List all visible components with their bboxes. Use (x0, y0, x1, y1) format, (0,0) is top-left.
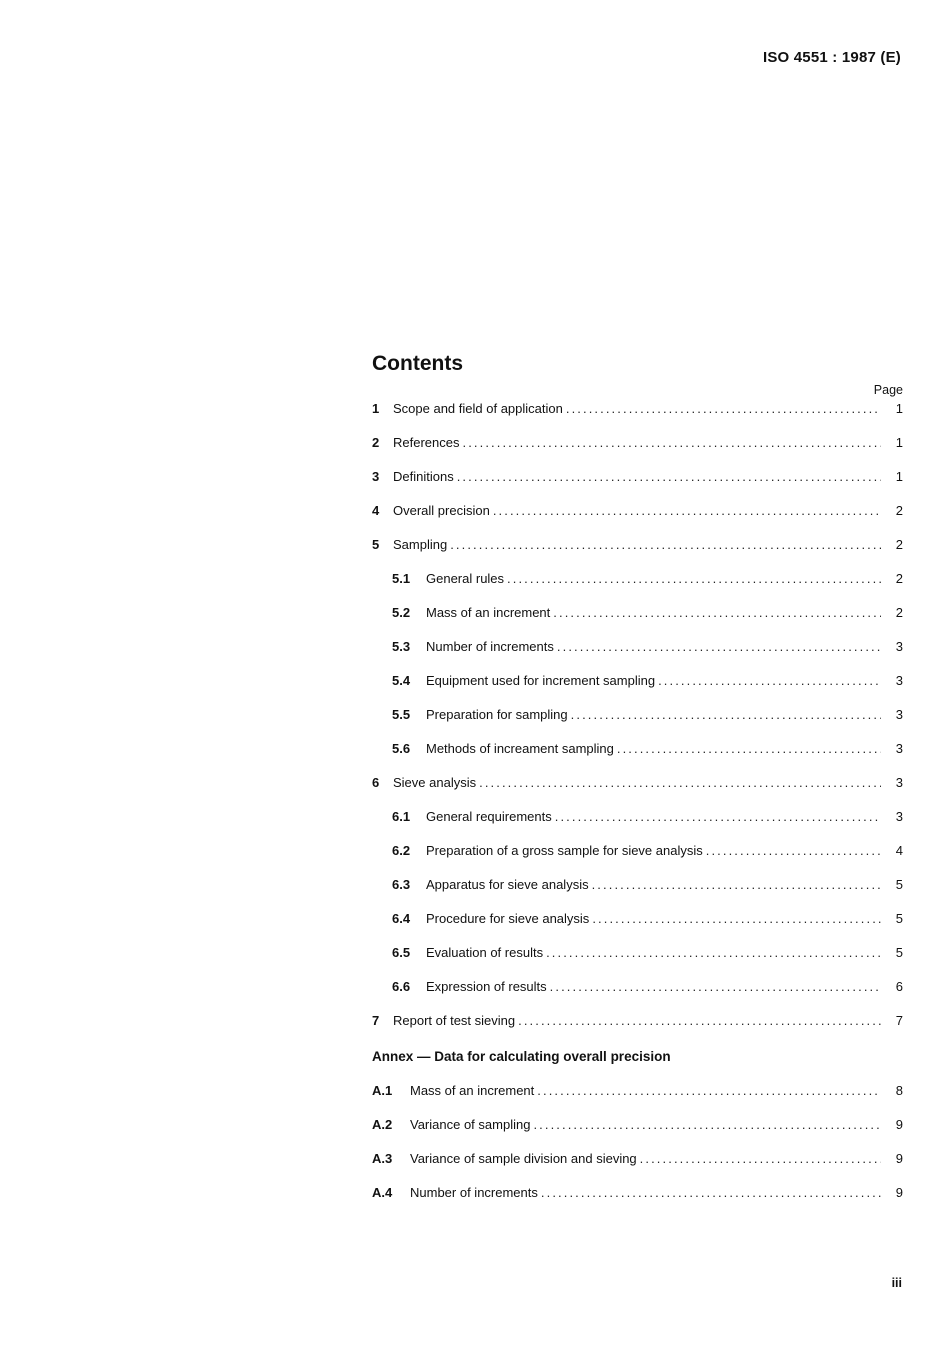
dot-leader (450, 535, 881, 555)
toc-entry-title: Preparation for sampling (426, 707, 568, 722)
dot-leader (658, 671, 881, 691)
toc-entry-number: 5 (372, 537, 380, 552)
toc-entry-number: 6.1 (392, 809, 411, 824)
toc-entry-title: Evaluation of results (426, 945, 544, 960)
dot-leader (706, 841, 881, 861)
toc-entry-number: A.3 (372, 1151, 393, 1166)
toc-entry-title: References (393, 435, 460, 450)
toc-entry-number: 6.3 (392, 877, 411, 892)
toc-entry-number: 6 (372, 775, 380, 790)
toc-entry-title: Overall precision (393, 503, 490, 518)
toc-entry-number: 5.3 (392, 639, 411, 654)
toc-entry-page: 2 (895, 537, 903, 552)
dot-leader (533, 1115, 881, 1135)
toc-entry-a-2[interactable] (372, 1115, 903, 1149)
dot-leader (571, 705, 881, 725)
toc-entry-a-4[interactable] (372, 1183, 903, 1217)
toc-entry-number: 3 (372, 469, 380, 484)
toc-entry-title: Expression of results (426, 979, 547, 994)
toc-entry-5-2[interactable] (372, 603, 903, 637)
dot-leader (592, 875, 881, 895)
dot-leader (640, 1149, 881, 1169)
toc-entry-number: 5.1 (392, 571, 411, 586)
toc-entry-5-4[interactable] (372, 671, 903, 705)
dot-leader (462, 433, 881, 453)
toc-entry-page: 8 (895, 1083, 903, 1098)
toc-entry-page: 5 (895, 945, 903, 960)
toc-entry-title: Sampling (393, 537, 448, 552)
page-column-label: Page (873, 383, 903, 397)
dot-leader (479, 773, 881, 793)
toc-entry-page: 3 (895, 639, 903, 654)
toc-entry-number: 5.2 (392, 605, 411, 620)
toc-entry-5-1[interactable] (372, 569, 903, 603)
toc-entry-page: 4 (895, 843, 903, 858)
toc-entry-title: General requirements (426, 809, 552, 824)
dot-leader (541, 1183, 881, 1203)
toc-entry-page: 1 (895, 401, 903, 416)
toc-entry-number: 7 (372, 1013, 380, 1028)
dot-leader (457, 467, 881, 487)
toc-entry-page: 3 (895, 741, 903, 756)
dot-leader (557, 637, 881, 657)
toc-entry-title: Number of increments (410, 1185, 538, 1200)
toc-entry-5-5[interactable] (372, 705, 903, 739)
toc-entry-number: 5.6 (392, 741, 411, 756)
contents-title: Contents (372, 352, 463, 375)
toc-entry-title: Sieve analysis (393, 775, 477, 790)
toc-entry-page: 5 (895, 911, 903, 926)
dot-leader (592, 909, 881, 929)
toc-entry-title: Apparatus for sieve analysis (426, 877, 589, 892)
dot-leader (537, 1081, 881, 1101)
toc-entry-page: 3 (895, 673, 903, 688)
toc-entry-number: 1 (372, 401, 380, 416)
toc-entry-7[interactable] (372, 1011, 903, 1045)
toc-entry-3[interactable] (372, 467, 903, 501)
toc-entry-title: Procedure for sieve analysis (426, 911, 590, 926)
toc-entry-title: Definitions (393, 469, 454, 484)
annex-heading: Annex — Data for calculating overall precision (372, 1049, 671, 1064)
toc-entry-6-5[interactable] (372, 943, 903, 977)
toc-entry-6-2[interactable] (372, 841, 903, 875)
toc-entry-number: A.1 (372, 1083, 393, 1098)
toc-entry-page: 5 (895, 877, 903, 892)
toc-entry-6-6[interactable] (372, 977, 903, 1011)
toc-entry-number: 6.2 (392, 843, 411, 858)
toc-entry-2[interactable] (372, 433, 903, 467)
dot-leader (546, 943, 881, 963)
toc-entry-page: 6 (895, 979, 903, 994)
document-id: ISO 4551 : 1987 (E) (762, 49, 901, 66)
toc-entry-number: 6.4 (392, 911, 411, 926)
toc-entry-number: 6.6 (392, 979, 411, 994)
toc-entry-page: 3 (895, 809, 903, 824)
table-of-contents (372, 350, 903, 1217)
toc-entry-page: 3 (895, 707, 903, 722)
toc-entry-number: 5.5 (392, 707, 411, 722)
toc-entry-title: Report of test sieving (393, 1013, 516, 1028)
toc-entry-title: Equipment used for increment sampling (426, 673, 656, 688)
toc-entry-title: Variance of sample division and sieving (410, 1151, 637, 1166)
dot-leader (566, 399, 881, 419)
dot-leader (555, 807, 881, 827)
dot-leader (493, 501, 881, 521)
toc-entry-page: 1 (895, 435, 903, 450)
toc-entry-a-3[interactable] (372, 1149, 903, 1183)
dot-leader (550, 977, 881, 997)
toc-entry-title: Scope and field of application (393, 401, 563, 416)
toc-entry-page: 2 (895, 503, 903, 518)
dot-leader (617, 739, 881, 759)
toc-entry-title: Variance of sampling (410, 1117, 531, 1132)
toc-entry-6[interactable] (372, 773, 903, 807)
toc-entry-number: 2 (372, 435, 380, 450)
toc-entry-page: 2 (895, 605, 903, 620)
toc-entry-number: 6.5 (392, 945, 411, 960)
toc-entry-page: 1 (895, 469, 903, 484)
toc-entry-number: A.4 (372, 1185, 393, 1200)
toc-entry-page: 9 (895, 1151, 903, 1166)
toc-entry-page: 9 (895, 1117, 903, 1132)
toc-entry-6-1[interactable] (372, 807, 903, 841)
toc-entry-title: Preparation of a gross sample for sieve analysis (426, 843, 703, 858)
toc-entry-a-1[interactable] (372, 1081, 903, 1115)
toc-entry-title: Mass of an increment (410, 1083, 535, 1098)
dot-leader (553, 603, 881, 623)
page-folio: iii (891, 1276, 902, 1290)
toc-entry-number: 4 (372, 503, 380, 518)
toc-entry-5-3[interactable] (372, 637, 903, 671)
toc-entry-title: Number of increments (426, 639, 554, 654)
toc-entry-page: 7 (895, 1013, 903, 1028)
toc-entry-6-4[interactable] (372, 909, 903, 943)
toc-entry-6-3[interactable] (372, 875, 903, 909)
toc-entry-1[interactable] (372, 399, 903, 433)
dot-leader (507, 569, 881, 589)
toc-entry-number: A.2 (372, 1117, 393, 1132)
dot-leader (518, 1011, 881, 1031)
toc-entry-5[interactable] (372, 535, 903, 569)
toc-entry-title: General rules (426, 571, 505, 586)
toc-entry-number: 5.4 (392, 673, 411, 688)
toc-entry-4[interactable] (372, 501, 903, 535)
toc-entry-page: 3 (895, 775, 903, 790)
toc-entry-page: 9 (895, 1185, 903, 1200)
toc-entry-title: Methods of increament sampling (426, 741, 614, 756)
toc-entry-title: Mass of an increment (426, 605, 551, 620)
toc-entry-5-6[interactable] (372, 739, 903, 773)
toc-entry-page: 2 (895, 571, 903, 586)
